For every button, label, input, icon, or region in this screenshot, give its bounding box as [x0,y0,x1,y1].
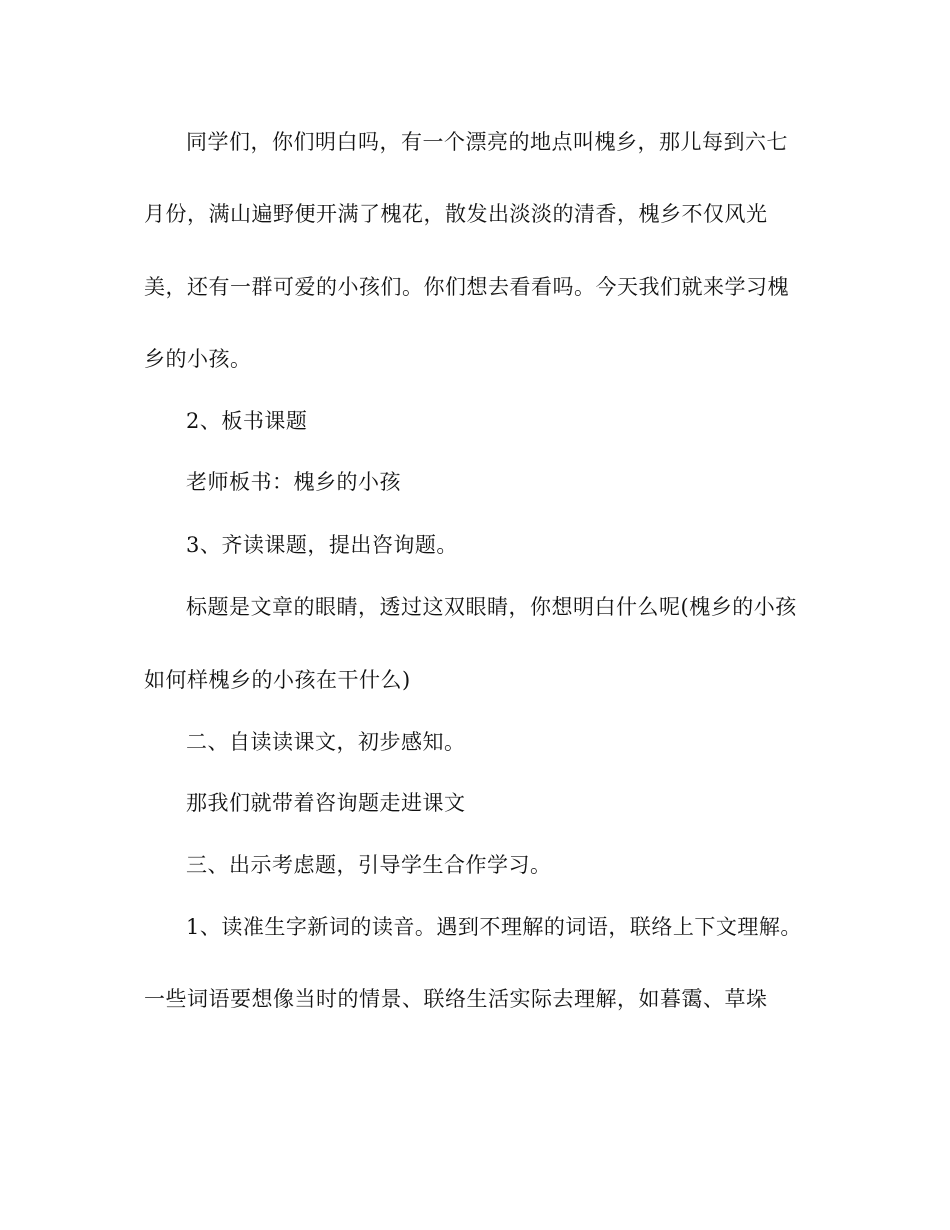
paragraph-line-title-eyes-cont: 如何样槐乡的小孩在干什么) [144,668,411,692]
paragraph-line-title-eyes: 标题是文章的眼睛，透过这双眼睛，你想明白什么呢(槐乡的小孩 [186,595,797,619]
paragraph-line-2: 月份，满山遍野便开满了槐花，散发出淡淡的清香，槐乡不仅风光 [144,202,768,226]
paragraph-line-3: 美，还有一群可爱的小孩们。你们想去看看吗。今天我们就来学习槐 [144,275,789,299]
paragraph-line-4: 乡的小孩。 [144,347,252,371]
section-heading-questions: 三、出示考虑题，引导学生合作学习。 [186,853,552,877]
section-heading-self-read: 二、自读读课文，初步感知。 [186,730,466,754]
paragraph-teacher-board: 老师板书：槐乡的小孩 [186,470,401,494]
paragraph-line-1: 同学们，你们明白吗，有一个漂亮的地点叫槐乡，那儿每到六七 [186,130,788,154]
paragraph-line-pronunciation: 1、读准生字新词的读音。遇到不理解的词语，联络上下文理解。 [186,915,802,939]
paragraph-into-text: 那我们就带着咨询题走进课文 [186,791,466,815]
paragraph-line-pronunciation-cont: 一些词语要想像当时的情景、联络生活实际去理解，如暮霭、草垛 [144,987,768,1011]
section-heading-read: 3、齐读课题，提出咨询题。 [186,533,458,557]
section-heading-board: 2、板书课题 [186,409,308,433]
